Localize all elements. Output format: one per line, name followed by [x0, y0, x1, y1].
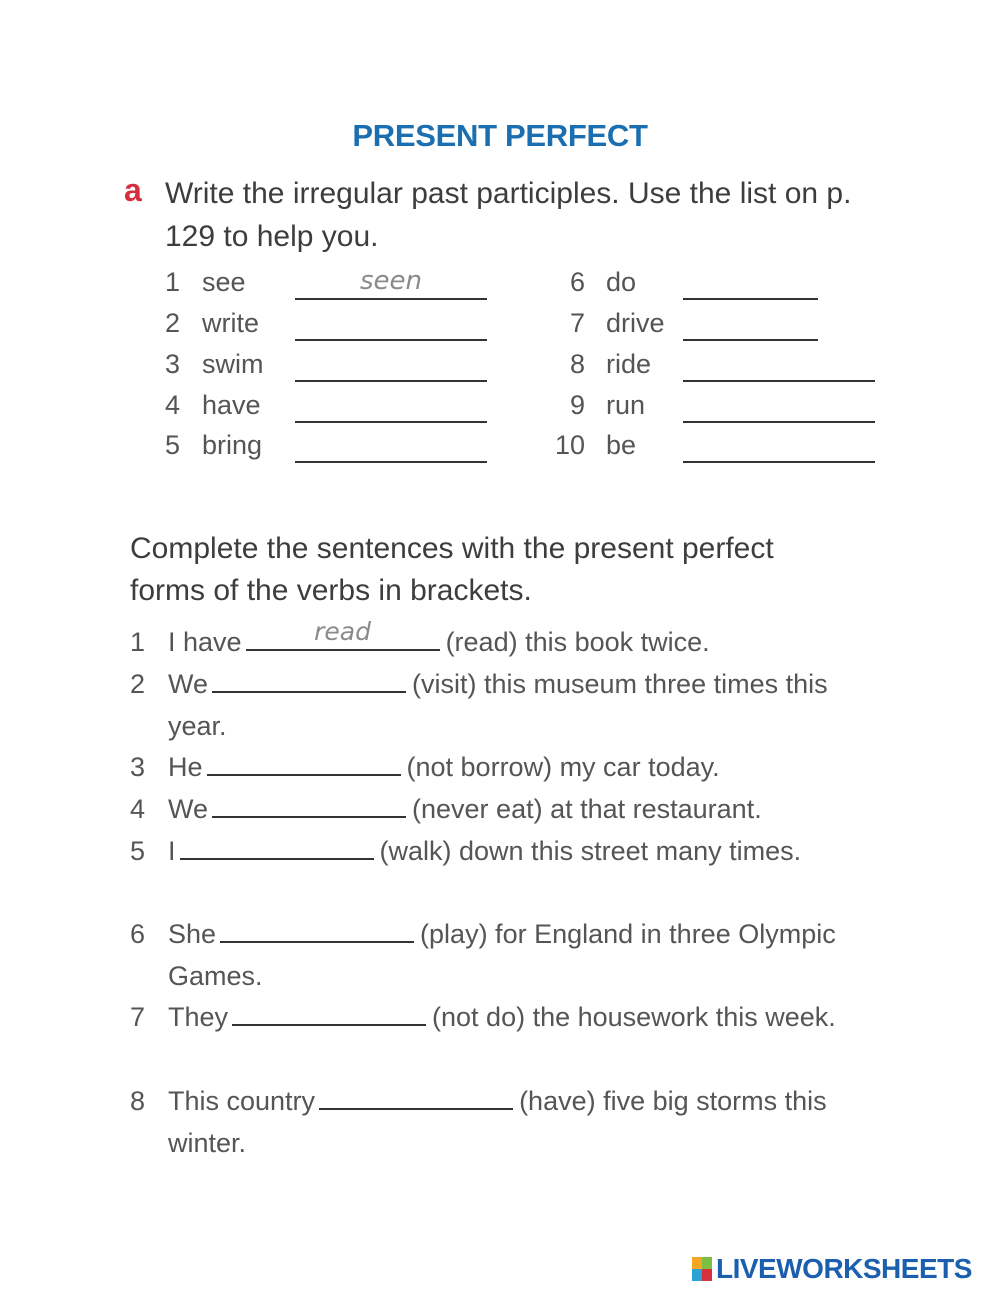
answer-blank[interactable] [207, 750, 401, 776]
item-verb: write [202, 308, 260, 338]
sentence-start: I [168, 836, 176, 866]
sentence-end: (not borrow) my car today. [406, 752, 720, 782]
item-number: 6 [130, 919, 146, 949]
liveworksheets-logo[interactable] [692, 1252, 972, 1286]
item-verb: have [202, 390, 261, 420]
participle-item-1 [150, 267, 490, 307]
participle-item-7 [555, 308, 885, 348]
item-number: 4 [130, 794, 146, 824]
sentence-start: We [168, 669, 209, 699]
item-number: 8 [130, 1086, 146, 1116]
item-verb: swim [202, 349, 264, 379]
item-number: 6 [569, 267, 585, 297]
item-number: 10 [555, 430, 586, 460]
participle-item-8 [555, 349, 885, 389]
answer-blank[interactable] [232, 1000, 426, 1026]
sentence-end: (play) for England in three Olympic Games. [168, 919, 836, 991]
participle-item-10 [555, 430, 885, 470]
item-verb: bring [202, 430, 263, 460]
item-number: 5 [130, 836, 146, 866]
item-verb: ride [606, 349, 652, 379]
participle-item-4 [150, 390, 490, 430]
answer-blank[interactable] [683, 298, 818, 300]
answer-blank[interactable] [295, 380, 487, 382]
participle-item-3 [150, 349, 490, 389]
sentence-end: (have) five big storms this winter. [168, 1086, 827, 1158]
sentence-end: (walk) down this street many times. [379, 836, 802, 866]
liveworksheets-logo-icon [692, 1257, 712, 1281]
item-verb: do [606, 267, 637, 297]
item-verb: be [606, 430, 637, 460]
section-b-instruction: Complete the sentences with the present perfect forms of the verbs in brackets. [130, 532, 774, 607]
participle-item-5 [150, 430, 490, 470]
sentence-start: This country [168, 1086, 316, 1116]
item-number: 4 [164, 390, 180, 420]
sentence-start: We [168, 794, 209, 824]
page-title: PRESENT PERFECT [352, 118, 648, 153]
item-verb: drive [606, 308, 665, 338]
section-a-instruction: Write the irregular past participles. Use the list on p. 129 to help you. [165, 177, 852, 253]
sentence-end: (visit) this museum three times this year. [168, 669, 828, 741]
item-number: 1 [130, 627, 146, 657]
participle-item-2 [150, 308, 490, 348]
item-number: 3 [164, 349, 180, 379]
item-verb: see [202, 267, 246, 297]
item-number: 5 [164, 430, 180, 460]
item-number: 2 [164, 308, 180, 338]
answer-blank[interactable] [683, 380, 875, 382]
item-verb: run [606, 390, 646, 420]
answer-text: read [314, 617, 371, 646]
item-number: 9 [569, 390, 585, 420]
answer-blank[interactable] [212, 667, 406, 693]
item-number: 2 [130, 669, 146, 699]
answer-blank[interactable] [212, 792, 406, 818]
item-number: 3 [130, 752, 146, 782]
sentence-start: I have [168, 627, 242, 657]
sentence-end: (not do) the housework this week. [432, 1002, 836, 1032]
answer-blank[interactable] [683, 461, 875, 463]
answer-blank[interactable] [295, 339, 487, 341]
answer-blank[interactable] [180, 834, 374, 860]
answer-blank[interactable] [220, 917, 414, 943]
answer-blank[interactable] [246, 617, 440, 651]
item-number: 7 [569, 308, 585, 338]
answer-blank[interactable] [319, 1084, 513, 1110]
participle-item-9 [555, 390, 885, 430]
item-number: 7 [130, 1002, 146, 1032]
section-a-letter: a [124, 172, 142, 208]
sentence-end: (never eat) at that restaurant. [412, 794, 762, 824]
answer-blank[interactable] [295, 421, 487, 423]
participle-item-6 [555, 267, 885, 307]
item-number: 8 [569, 349, 585, 379]
sentence-end: (read) this book twice. [445, 627, 710, 657]
item-number: 1 [164, 267, 180, 297]
answer-blank[interactable] [295, 298, 487, 300]
logo-text: LIVEWORKSHEETS [716, 1253, 972, 1284]
sentence-start: They [168, 1002, 229, 1032]
sentence-start: She [168, 919, 217, 949]
answer-blank[interactable] [683, 339, 818, 341]
answer-blank[interactable] [683, 421, 875, 423]
sentence-start: He [168, 752, 203, 782]
answer-blank[interactable] [295, 461, 487, 463]
answer-text: seen [359, 266, 423, 296]
